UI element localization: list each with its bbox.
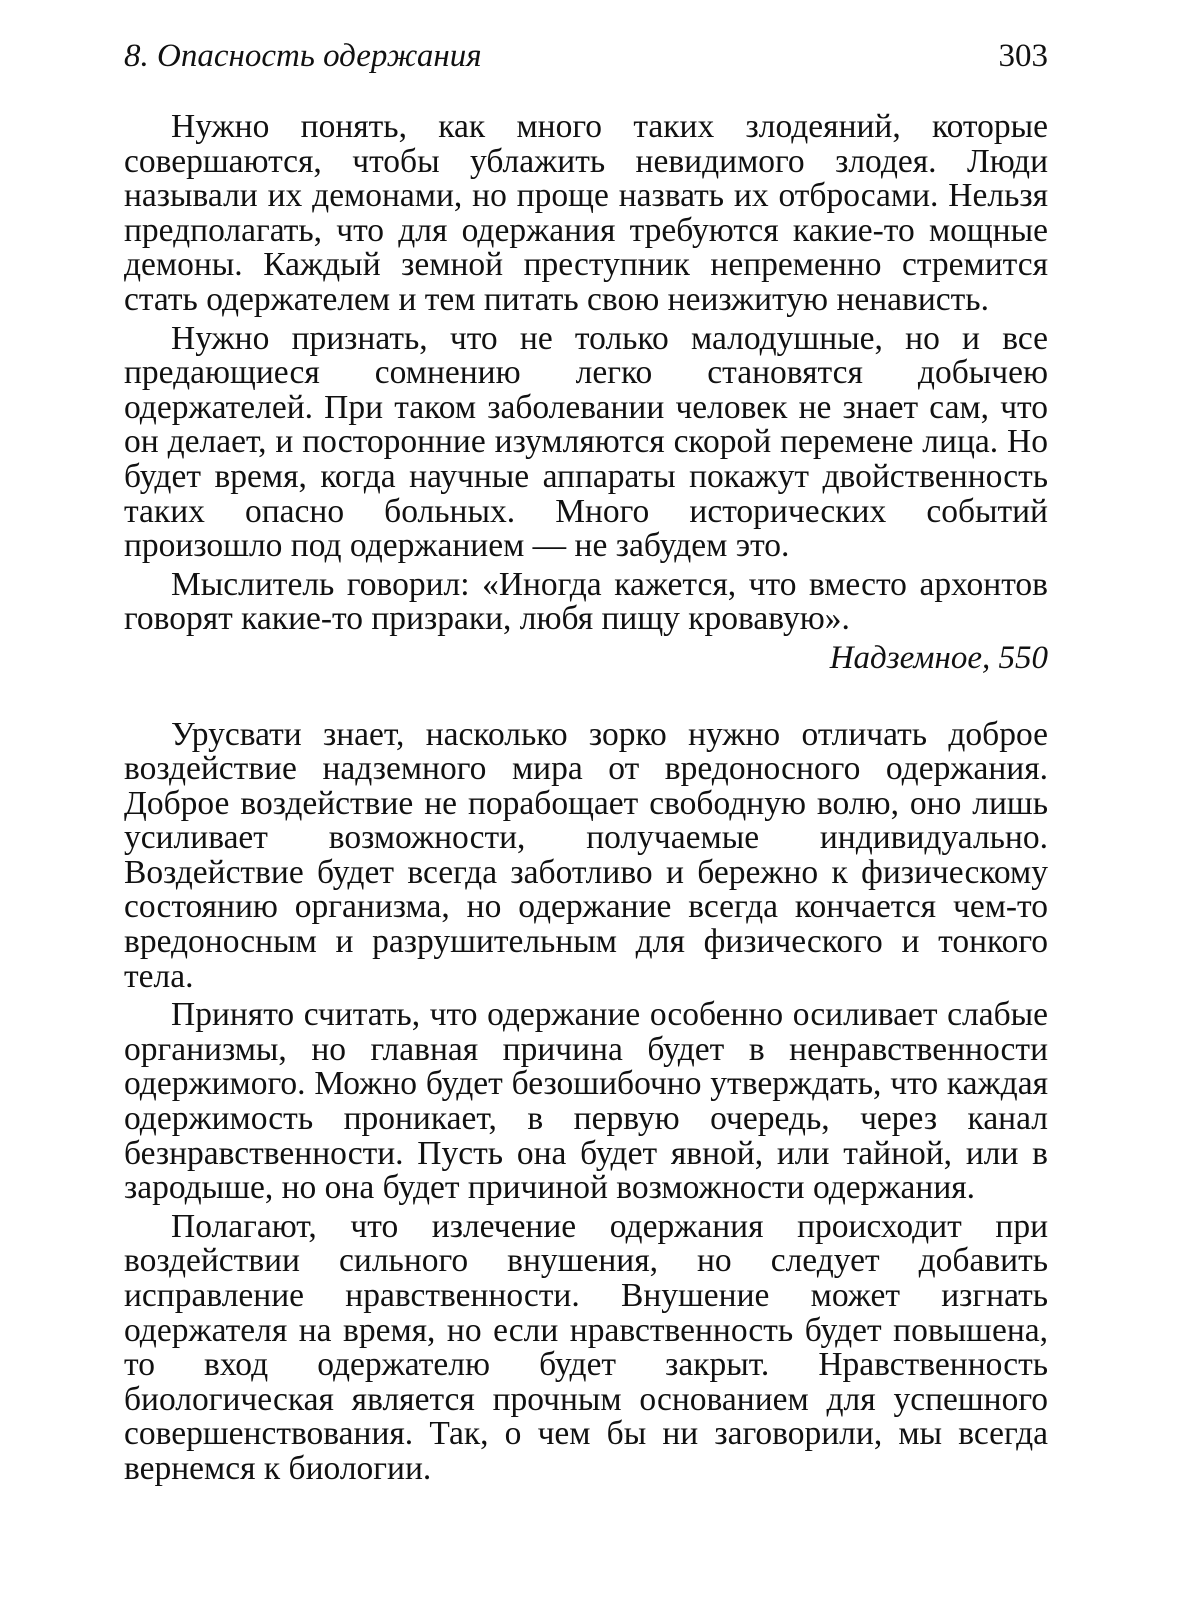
source-citation: Надземное, 550 — [829, 639, 1048, 676]
paragraph: Полагают, что излечение одержания происходит при воздействии сильного внушения, но следует добавить исправление нравственности. Внушение может изгнать одержателя на время, но если нравственность будет повышена, то вход одержателю будет закрыт. Нравственность биологическая является прочным основанием для успешного совершенствования. Так, о чем бы ни заговорили, мы всегда вернемся к биологии. — [124, 1207, 1048, 1487]
section-1 — [124, 110, 1048, 676]
paragraph: Мыслитель говорил: «Иногда кажется, что вместо архонтов говорят какие-то призраки, любя пищу кровавую». — [124, 565, 1048, 638]
section-divider — [124, 676, 1048, 718]
paragraph: Урусвати знает, насколько зорко нужно отличать доброе воздействие надземного мира от вредоносного одержания. Доброе воздействие не порабощает свободную волю, оно лишь усиливает возможности, получаемые индивидуально. Воздействие будет всегда заботливо и бережно к физическому состоянию организма, но одержание всегда кончается чем-то вредоносным и разрушительным для физического и тонкого тела. — [124, 715, 1048, 995]
paragraph: Принято считать, что одержание особенно осиливает слабые организмы, но главная причина будет в ненравственности одержимого. Можно будет безошибочно утверждать, что каждая одержимость проникает, в первую очередь, через канал безнравственности. Пусть она будет явной, или тайной, или в зародыше, но она будет причиной возможности одержания. — [124, 996, 1048, 1207]
page-number: 303 — [998, 38, 1048, 74]
chapter-title: 8. Опасность одержания — [124, 38, 482, 74]
running-header — [124, 36, 1048, 76]
paragraph: Нужно признать, что не только малодушные, но и все предающиеся сомнению легко становятся добычею одержателей. При таком заболевании человек не знает сам, что он делает, и посторонние изумляются скорой перемене лица. Но будет время, когда научные аппараты покажут двойственность таких опасно больных. Много исторических событий произошло под одержанием — не забудем это. — [124, 319, 1048, 565]
section-2 — [124, 715, 1048, 1487]
paragraph: Нужно понять, как много таких злодеяний, которые совершаются, чтобы ублажить невидимого злодея. Люди называли их демонами, но проще назвать их отбросами. Нельзя предполагать, что для одержания требуются какие-то мощные демоны. Каждый земной преступник непременно стремится стать одержателем и тем питать свою неизжитую ненависть. — [124, 108, 1048, 318]
book-page — [124, 36, 1048, 1491]
